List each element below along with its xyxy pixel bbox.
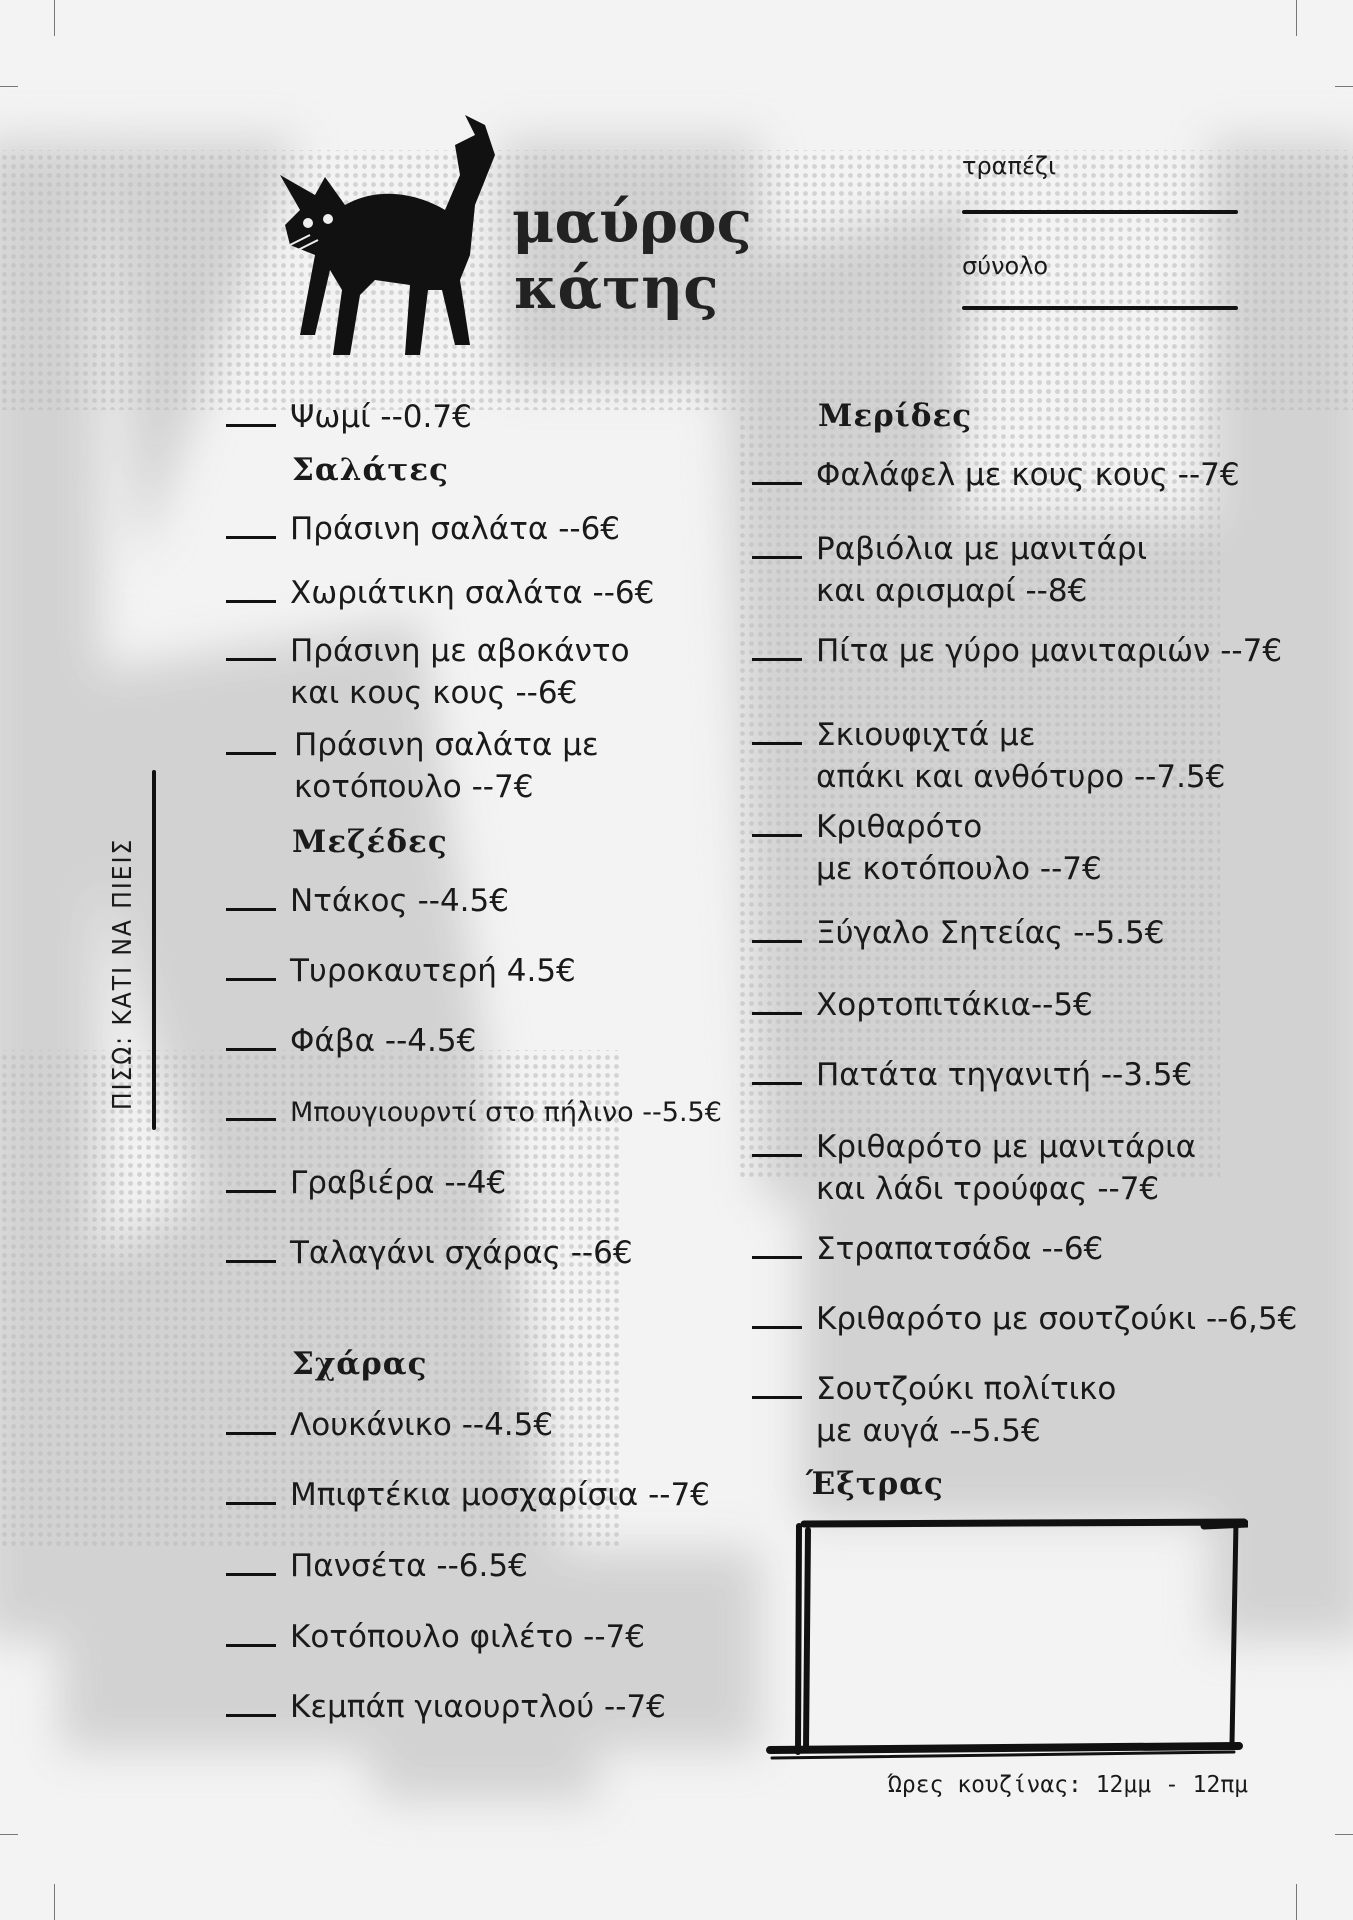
list-item[interactable] bbox=[816, 984, 1093, 1026]
tick-line bbox=[226, 1260, 276, 1263]
total-field[interactable] bbox=[962, 306, 1238, 310]
tick-line bbox=[226, 752, 276, 755]
brand-line-1: μαύρος bbox=[512, 188, 752, 256]
total-label: σύνολο bbox=[962, 252, 1049, 280]
crop-mark bbox=[54, 0, 55, 36]
list-item[interactable] bbox=[290, 508, 620, 550]
item-text: Σκιουφιχτά με bbox=[816, 717, 1036, 753]
tick-line bbox=[226, 1432, 276, 1435]
item-text: Ψωμί --0.7€ bbox=[290, 399, 472, 435]
item-text: και λάδι τρούφας --7€ bbox=[816, 1171, 1160, 1207]
item-text: Ντάκος --4.5€ bbox=[290, 883, 509, 919]
section-title-salads: Σαλάτες bbox=[292, 452, 449, 488]
list-item[interactable] bbox=[290, 1686, 666, 1728]
item-text: Κριθαρότο με μανιτάρια bbox=[816, 1129, 1197, 1165]
list-item[interactable] bbox=[816, 912, 1165, 954]
section-title-portions: Μερίδες bbox=[818, 398, 973, 434]
item-text: Πράσινη με αβοκάντο bbox=[290, 633, 630, 669]
list-item[interactable] bbox=[816, 454, 1240, 496]
list-item[interactable] bbox=[816, 1368, 1116, 1452]
tick-line bbox=[226, 536, 276, 539]
item-text: Χορτοπιτάκια--5€ bbox=[816, 987, 1093, 1023]
list-item[interactable] bbox=[290, 1545, 528, 1587]
item-text: Στραπατσάδα --6€ bbox=[816, 1231, 1104, 1267]
black-cat-icon bbox=[270, 115, 500, 365]
tick-line bbox=[752, 940, 802, 943]
item-text: Κριθαρότο bbox=[816, 809, 983, 845]
item-text: Πατάτα τηγανιτή --3.5€ bbox=[816, 1057, 1193, 1093]
crop-mark bbox=[0, 1834, 18, 1835]
item-text: Πράσινη σαλάτα με bbox=[294, 727, 599, 763]
list-item[interactable] bbox=[290, 396, 472, 438]
tick-line bbox=[752, 834, 802, 837]
list-item[interactable] bbox=[816, 714, 1225, 798]
item-text: Κεμπάπ γιαουρτλού --7€ bbox=[290, 1689, 666, 1725]
item-text: Κριθαρότο με σουτζούκι --6,5€ bbox=[816, 1301, 1298, 1337]
item-text: Κοτόπουλο φιλέτο --7€ bbox=[290, 1619, 646, 1655]
list-item[interactable] bbox=[290, 1162, 506, 1204]
tick-line bbox=[752, 658, 802, 661]
item-text: Ξύγαλο Σητείας --5.5€ bbox=[816, 915, 1165, 951]
item-text: Πίτα με γύρο μανιταριών --7€ bbox=[816, 633, 1283, 669]
kitchen-hours: Ώρες κουζίνας: 12μμ - 12πμ bbox=[888, 1772, 1249, 1798]
item-text: Λουκάνικο --4.5€ bbox=[290, 1407, 554, 1443]
list-item[interactable] bbox=[290, 1404, 553, 1446]
list-item[interactable] bbox=[290, 1474, 710, 1516]
item-text: Τυροκαυτερή 4.5€ bbox=[290, 953, 576, 989]
list-item[interactable] bbox=[290, 880, 509, 922]
list-item[interactable] bbox=[816, 1228, 1103, 1270]
tick-line bbox=[226, 1190, 276, 1193]
item-text: Μπουγιουρντί στο πήλινο --5.5€ bbox=[290, 1097, 722, 1128]
crop-mark bbox=[0, 86, 18, 87]
list-item[interactable] bbox=[290, 1232, 633, 1274]
tick-line bbox=[226, 658, 276, 661]
tick-line bbox=[226, 1714, 276, 1717]
item-text: Σουτζούκι πολίτικο bbox=[816, 1371, 1117, 1407]
section-title-extras: Έξτρας bbox=[806, 1466, 944, 1502]
item-text: Μπιφτέκια μοσχαρίσια --7€ bbox=[290, 1477, 710, 1513]
item-text: και αρισμαρί --8€ bbox=[816, 573, 1088, 609]
list-item[interactable] bbox=[816, 1298, 1297, 1340]
table-field[interactable] bbox=[962, 210, 1238, 214]
list-item[interactable] bbox=[816, 528, 1147, 612]
list-item[interactable] bbox=[290, 1616, 645, 1658]
list-item[interactable] bbox=[290, 1092, 722, 1134]
crop-mark bbox=[1335, 1834, 1353, 1835]
tick-line bbox=[226, 1118, 276, 1121]
crop-mark bbox=[1296, 1884, 1297, 1920]
tick-line bbox=[226, 978, 276, 981]
tick-line bbox=[226, 424, 276, 427]
tick-line bbox=[226, 1644, 276, 1647]
side-note-line bbox=[152, 770, 156, 1130]
tick-line bbox=[752, 1082, 802, 1085]
item-text: Φάβα --4.5€ bbox=[290, 1023, 477, 1059]
side-note: ΠΙΣΩ: ΚΑΤΙ ΝΑ ΠΙΕΙΣ bbox=[108, 837, 138, 1110]
section-title-grill: Σχάρας bbox=[292, 1346, 428, 1382]
crop-mark bbox=[1335, 86, 1353, 87]
tick-line bbox=[226, 1048, 276, 1051]
tick-line bbox=[752, 1154, 802, 1157]
tick-line bbox=[752, 482, 802, 485]
tick-line bbox=[752, 1396, 802, 1399]
tick-line bbox=[752, 556, 802, 559]
tick-line bbox=[226, 1573, 276, 1576]
tick-line bbox=[226, 600, 276, 603]
item-text: και κους κους --6€ bbox=[290, 675, 578, 711]
brand-line-2: κάτης bbox=[514, 254, 719, 322]
item-text: Πράσινη σαλάτα --6€ bbox=[290, 511, 621, 547]
list-item[interactable] bbox=[290, 1020, 476, 1062]
list-item[interactable] bbox=[290, 572, 654, 614]
list-item[interactable] bbox=[294, 724, 599, 808]
list-item[interactable] bbox=[290, 950, 576, 992]
list-item[interactable] bbox=[816, 1054, 1192, 1096]
list-item[interactable] bbox=[816, 806, 1102, 890]
item-text: απάκι και ανθότυρο --7.5€ bbox=[816, 759, 1226, 795]
item-text: Χωριάτικη σαλάτα --6€ bbox=[290, 575, 655, 611]
list-item[interactable] bbox=[816, 1126, 1196, 1210]
item-text: κοτόπουλο --7€ bbox=[294, 769, 534, 805]
item-text: Πανσέτα --6.5€ bbox=[290, 1548, 528, 1584]
item-text: Ταλαγάνι σχάρας --6€ bbox=[290, 1235, 633, 1271]
item-text: με κοτόπουλο --7€ bbox=[816, 851, 1102, 887]
tick-line bbox=[752, 1326, 802, 1329]
section-title-mezes: Μεζέδες bbox=[292, 824, 448, 860]
tick-line bbox=[752, 742, 802, 745]
item-text: με αυγά --5.5€ bbox=[816, 1413, 1041, 1449]
tick-line bbox=[752, 1012, 802, 1015]
list-item[interactable] bbox=[816, 630, 1282, 672]
table-label: τραπέζι bbox=[962, 152, 1057, 180]
crop-mark bbox=[1296, 0, 1297, 36]
tick-line bbox=[226, 1502, 276, 1505]
crop-mark bbox=[54, 1884, 55, 1920]
list-item[interactable] bbox=[290, 630, 630, 714]
item-text: Φαλάφελ με κους κους --7€ bbox=[816, 457, 1240, 493]
tick-line bbox=[226, 908, 276, 911]
extras-box[interactable] bbox=[764, 1512, 1248, 1762]
tick-line bbox=[752, 1256, 802, 1259]
item-text: Γραβιέρα --4€ bbox=[290, 1165, 507, 1201]
item-text: Ραβιόλια με μανιτάρι bbox=[816, 531, 1148, 567]
